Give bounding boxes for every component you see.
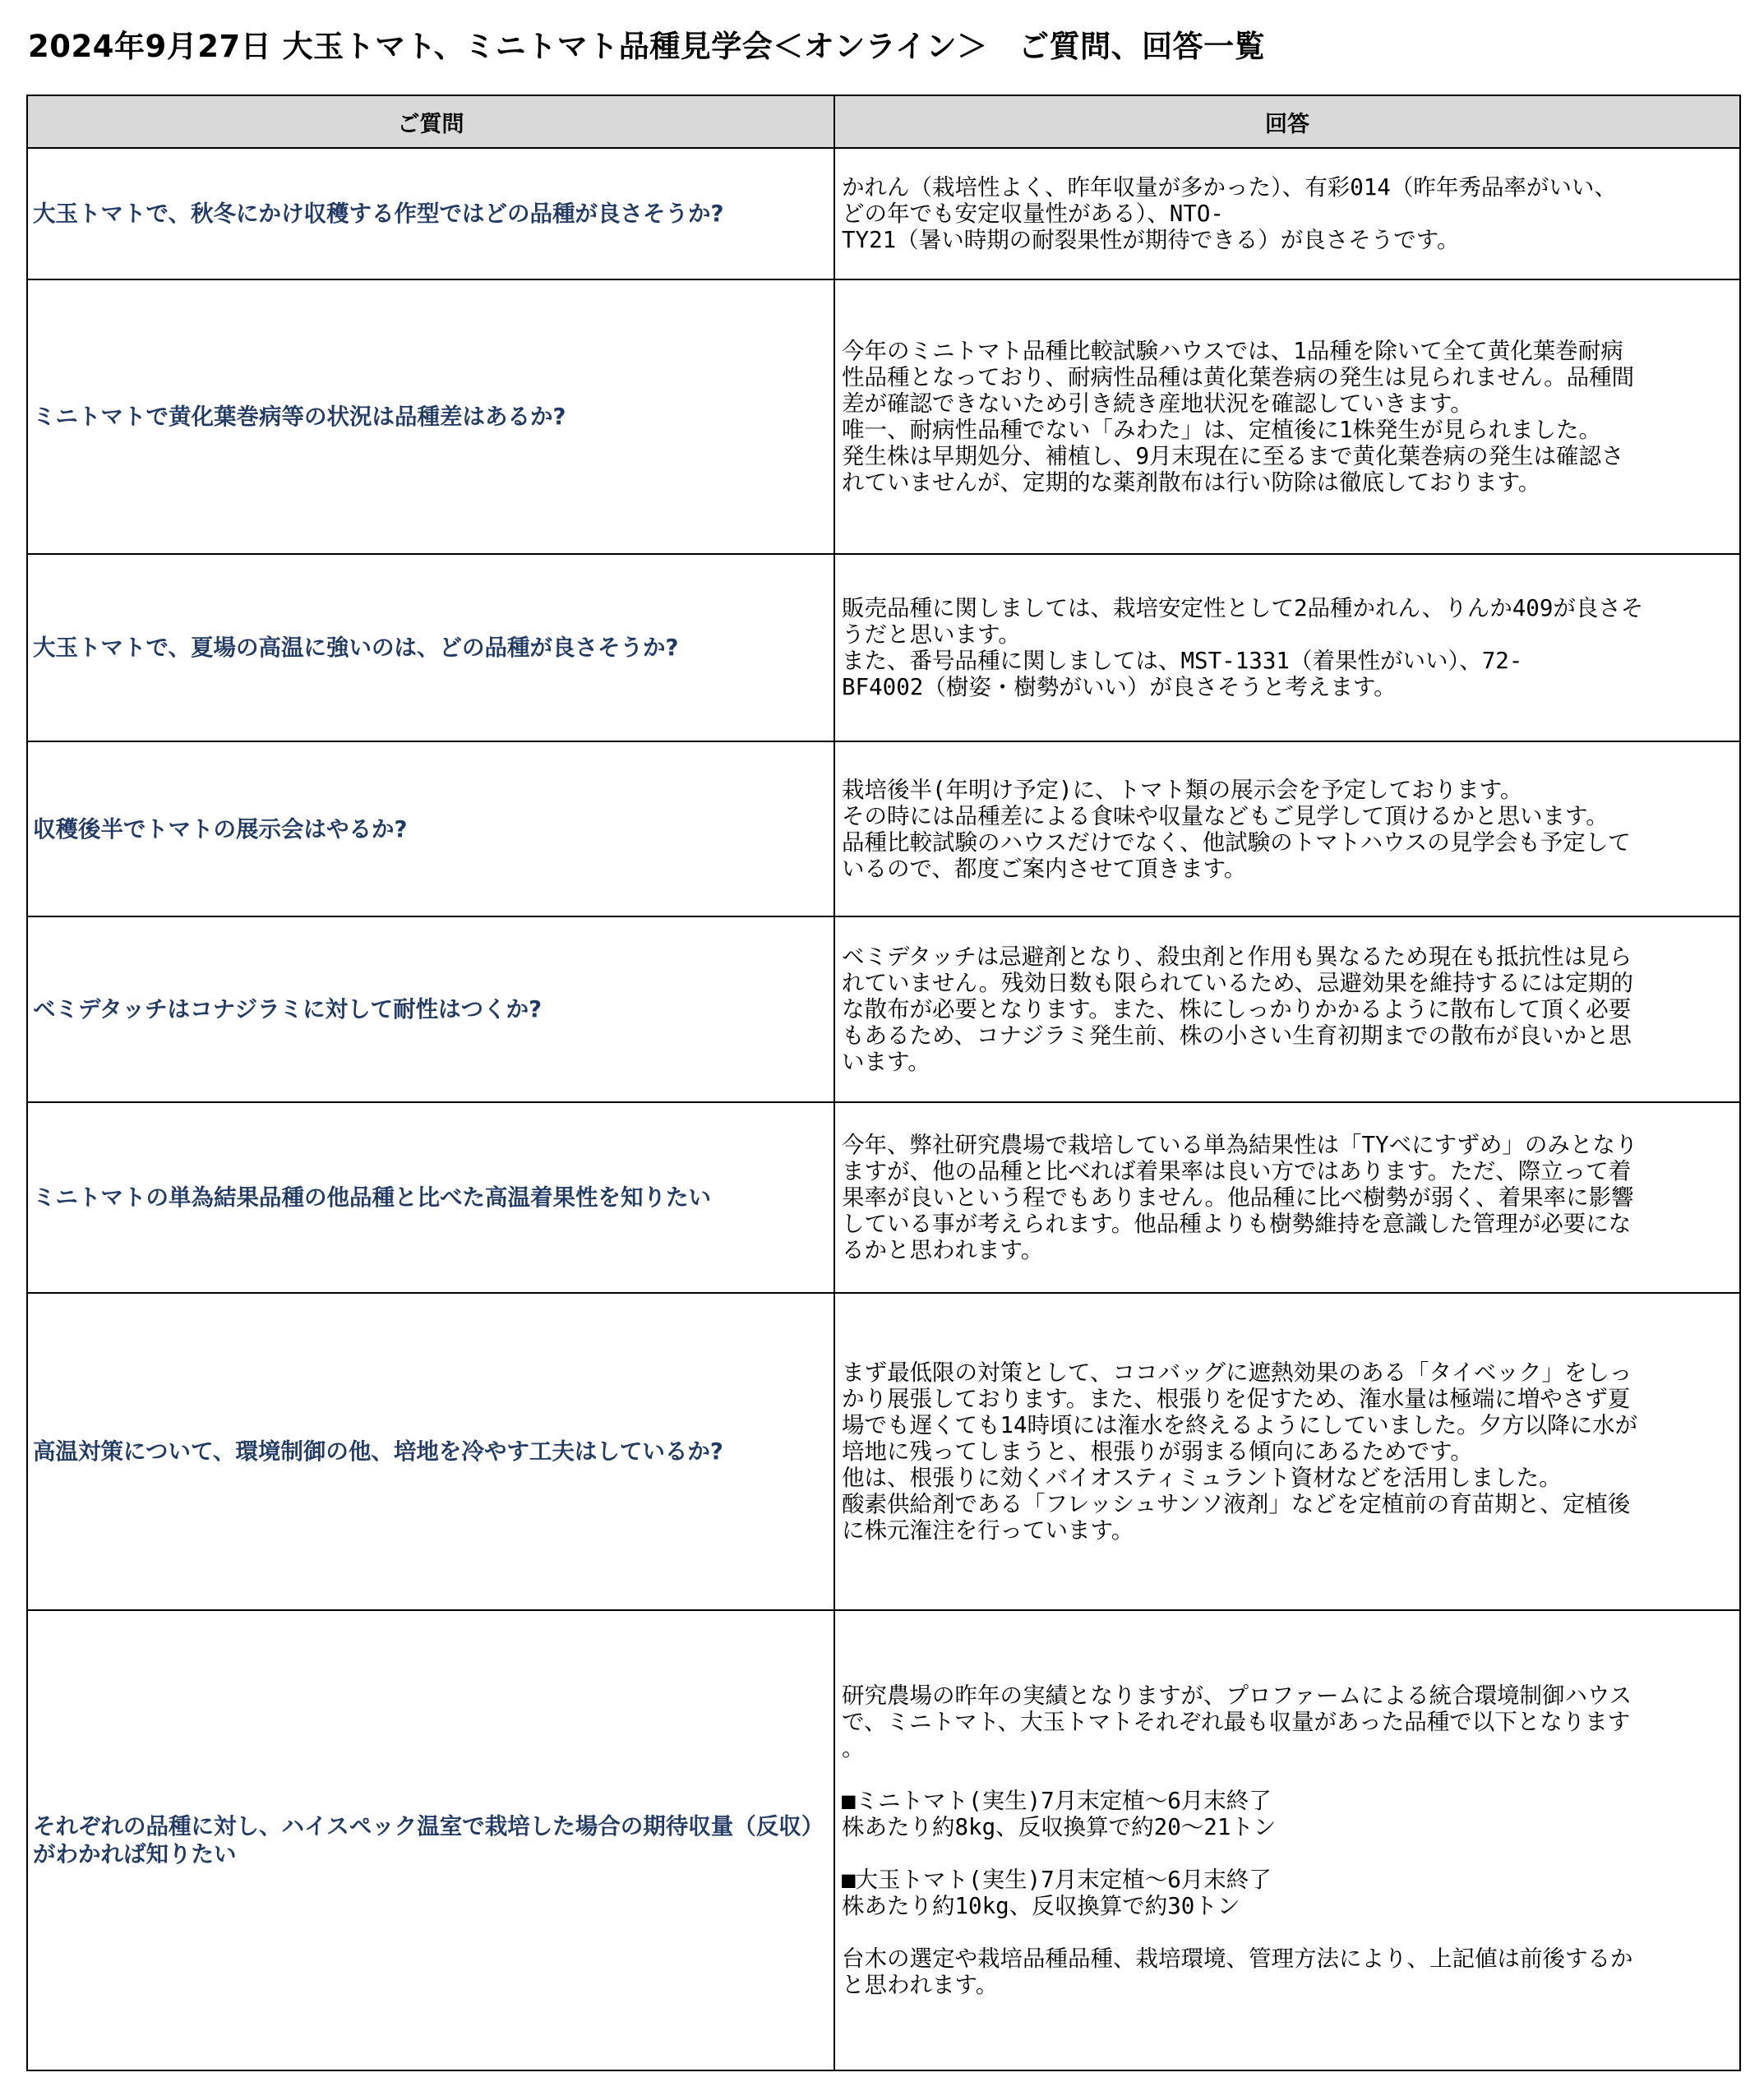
answer-line: るかと思われます。 — [842, 1237, 1044, 1263]
answer-line: 唯一、耐病性品種でない「みわた」は、定植後に1株発生が見られました。 — [842, 417, 1602, 443]
answer-line: 株あたり約8kg、反収換算で約20～21トン — [842, 1814, 1277, 1840]
question-cell: それぞれの品種に対し、ハイスペック温室で栽培した場合の期待収量（反収）がわかれば知りたい — [27, 1610, 834, 2070]
table-row — [27, 148, 1740, 279]
question-column-header: ご質問 — [27, 95, 834, 148]
answer-line: その時には品種差による食味や収量などもご見学して頂けるかと思います。 — [842, 802, 1609, 829]
answer-line: TY21（暑い時期の耐裂果性が期待できる）が良さそうです。 — [842, 227, 1460, 253]
question-cell: 大玉トマトで、夏場の高温に強いのは、どの品種が良さそうか? — [27, 554, 834, 741]
answer-line: 差が確認できないため引き続き産地状況を確認していきます。 — [842, 390, 1473, 417]
answer-line: 栽培後半(年明け予定)に、トマト類の展示会を予定しております。 — [842, 776, 1523, 803]
answer-line: 販売品種に関しましては、栽培安定性として2品種かれん、りんか409が良さそ — [842, 595, 1644, 621]
question-cell: ミニトマトの単為結果品種の他品種と比べた高温着果性を知りたい — [27, 1102, 834, 1293]
table-row — [27, 741, 1740, 916]
question-cell: ミニトマトで黄化葉巻病等の状況は品種差はあるか? — [27, 279, 834, 554]
answer-cell — [834, 1610, 1740, 2070]
answer-line: うだと思います。 — [842, 621, 1021, 648]
table-row — [27, 1610, 1740, 2070]
answer-line: ■大玉トマト(実生)7月末定植～6月末終了 — [842, 1867, 1272, 1893]
answer-line: 場でも遅くても14時頃には潅水を終えるようにしていました。夕方以降に水が — [842, 1412, 1638, 1438]
answer-line: かれん（栽培性よく、昨年収量が多かった）、有彩014（昨年秀品率がいい、 — [842, 174, 1617, 201]
answer-line: れていませんが、定期的な薬剤散布は行い防除は徹底しております。 — [842, 469, 1541, 496]
answer-line: BF4002（樹姿・樹勢がいい）が良さそうと考えます。 — [842, 674, 1397, 700]
answer-column-header: 回答 — [834, 95, 1740, 148]
table-row — [27, 1293, 1740, 1610]
answer-line: 株あたり約10kg、反収換算で約30トン — [842, 1893, 1240, 1919]
table-row — [27, 1102, 1740, 1293]
answer-line: 酸素供給剤である「フレッシュサンソ液剤」などを定植前の育苗期と、定植後 — [842, 1491, 1631, 1517]
answer-line: ますが、他の品種と比べれば着果率は良い方ではあります。ただ、際立って着 — [842, 1158, 1632, 1184]
answer-cell — [834, 279, 1740, 554]
answer-blank-line — [842, 1840, 1731, 1867]
answer-line: と思われます。 — [842, 1972, 999, 1998]
answer-line: ベミデタッチは忌避剤となり、殺虫剤と作用も異なるため現在も抵抗性は見ら — [842, 944, 1632, 970]
answer-line: で、ミニトマト、大玉トマトそれぞれ最も収量があった品種で以下となります — [842, 1709, 1631, 1735]
answer-line: な散布が必要となります。また、株にしっかりかかるように散布して頂く必要 — [842, 996, 1632, 1022]
qa-table — [26, 95, 1741, 2071]
answer-line: 性品種となっており、耐病性品種は黄化葉巻病の発生は見られません。品種間 — [842, 364, 1635, 390]
answer-line: います。 — [842, 1049, 930, 1075]
question-cell: 収穫後半でトマトの展示会はやるか? — [27, 741, 834, 916]
answer-line: に株元潅注を行っています。 — [842, 1517, 1134, 1544]
answer-line: 培地に残ってしまうと、根張りが弱まる傾向にあるためです。 — [842, 1438, 1473, 1465]
answer-line: 研究農場の昨年の実績となりますが、プロファームによる統合環境制御ハウス — [842, 1682, 1632, 1709]
answer-line: 今年、弊社研究農場で栽培している単為結果性は「TYベにすずめ」のみとなり — [842, 1132, 1638, 1158]
answer-cell — [834, 1293, 1740, 1610]
answer-line: かり展張しております。また、根張りを促すため、潅水量は極端に増やさず夏 — [842, 1386, 1631, 1412]
answer-line: 。 — [842, 1735, 865, 1761]
answer-line: 他は、根張りに効くバイオスティミュラント資材などを活用しました。 — [842, 1465, 1562, 1491]
answer-line: している事が考えられます。他品種よりも樹勢維持を意識した管理が必要にな — [842, 1211, 1632, 1237]
answer-line: 果率が良いという程でもありません。他品種に比べ樹勢が弱く、着果率に影響 — [842, 1184, 1634, 1211]
answer-line: ■ミニトマト(実生)7月末定植～6月末終了 — [842, 1788, 1272, 1814]
answer-line: 発生株は早期処分、補植し、9月末現在に至るまで黄化葉巻病の発生は確認さ — [842, 443, 1624, 469]
table-header-row — [27, 95, 1740, 148]
answer-line: いるので、都度ご案内させて頂きます。 — [842, 855, 1247, 882]
answer-cell — [834, 554, 1740, 741]
table-row — [27, 554, 1740, 741]
answer-cell — [834, 741, 1740, 916]
answer-line: まず最低限の対策として、ココバッグに遮熱効果のある「タイベック」をしっ — [842, 1359, 1632, 1386]
question-cell: ベミデタッチはコナジラミに対して耐性はつくか? — [27, 916, 834, 1102]
page-title: 2024年9月27日 大玉トマト、ミニトマト品種見学会＜オンライン＞ ご質問、回答一覧 — [28, 29, 1266, 64]
answer-line: 台木の選定や栽培品種品種、栽培環境、管理方法により、上記値は前後するか — [842, 1946, 1633, 1972]
table-row — [27, 916, 1740, 1102]
answer-line: どの年でも安定収量性がある）、NTO- — [842, 201, 1224, 227]
table-row — [27, 279, 1740, 554]
answer-blank-line — [842, 1919, 1731, 1946]
answer-cell — [834, 148, 1740, 279]
answer-line: また、番号品種に関しましては、MST-1331（着果性がいい）、72- — [842, 648, 1523, 674]
answer-cell — [834, 1102, 1740, 1293]
answer-blank-line — [842, 1761, 1731, 1788]
answer-cell — [834, 916, 1740, 1102]
answer-line: もあるため、コナジラミ発生前、株の小さい生育初期までの散布が良いかと思 — [842, 1022, 1632, 1049]
question-cell: 大玉トマトで、秋冬にかけ収穫する作型ではどの品種が良さそうか? — [27, 148, 834, 279]
answer-line: 今年のミニトマト品種比較試験ハウスでは、1品種を除いて全て黄化葉巻耐病 — [842, 338, 1623, 364]
answer-line: 品種比較試験のハウスだけでなく、他試験のトマトハウスの見学会も予定して — [842, 829, 1631, 856]
question-cell: 高温対策について、環境制御の他、培地を冷やす工夫はしているか? — [27, 1293, 834, 1610]
answer-line: れていません。残効日数も限られているため、忌避効果を維持するには定期的 — [842, 970, 1634, 996]
